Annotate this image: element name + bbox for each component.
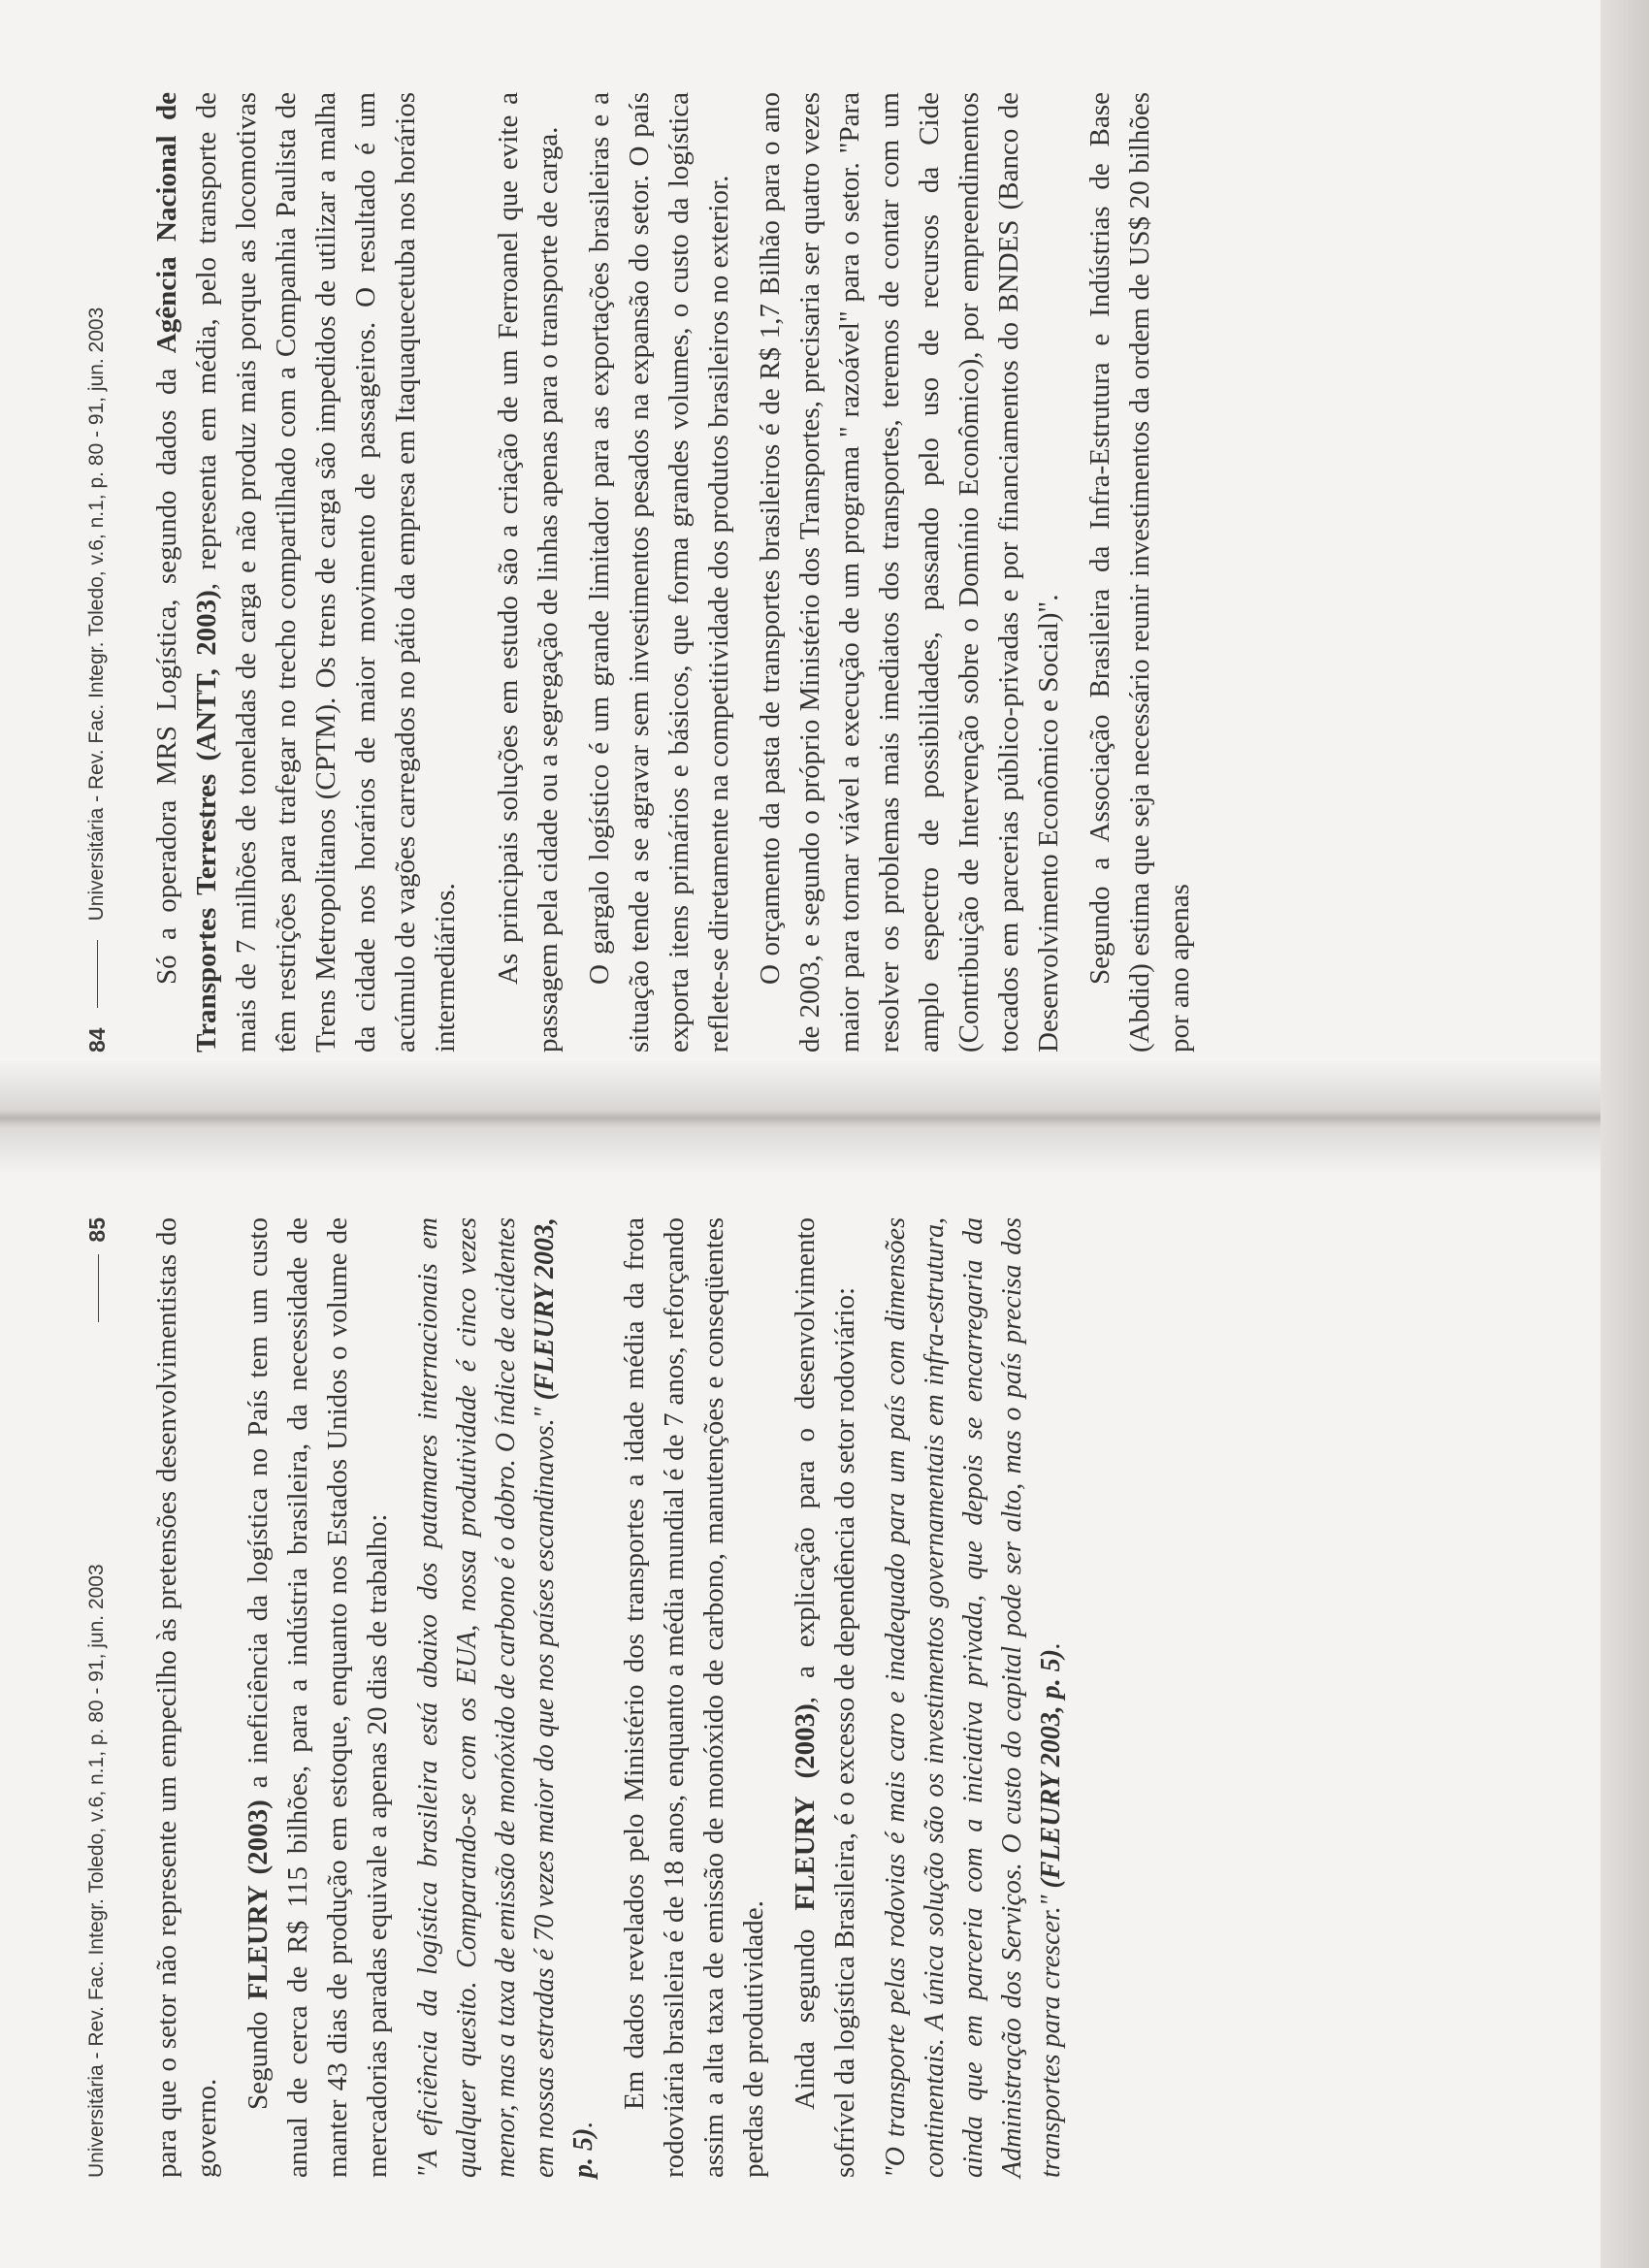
quote-text: "O transporte pelas rodovias é mais caro e inadequado para um país com dimensões continentais. A única solução são os investimentos governamentais em infra-estrutura, ainda que em parceria com a iniciativa privada, que depois se encarregaria da Administração dos Serviços. O custo do capital pode ser alto, mas o país precisa dos transportes para crescer.": [881, 1217, 1066, 2178]
paragraph: [147, 92, 466, 1053]
text: .: [568, 2121, 598, 2128]
page-body: [147, 1217, 1071, 2178]
header-rule: [97, 940, 98, 1008]
text: , representa em média, pelo transporte de mais de 7 milhões de toneladas de carga e não produz mais porque as locomotivas têm restrições para trafegar no trecho compartilhado com a Companhia Paulista de Trens Metropolitanos (CPTM). Os trens de carga são impedidos de utilizar a malha da cidade nos horários de maior movimento de passageiros. O resultado é um acúmulo de vagões carregados no pátio da empresa em Itaquaquecetuba nos horários intermediários.: [191, 91, 461, 1053]
bold-citation: FLEURY (2003): [790, 1703, 821, 1911]
running-header: Universitária - Rev. Fac. Integr. Toledo, v.6, n.1, p. 80 - 91, jun. 2003: [85, 307, 108, 922]
page-header: [68, 1217, 126, 2178]
text: .: [1036, 1641, 1066, 1649]
paragraph: [239, 1217, 398, 2178]
page-body: [147, 92, 1200, 1053]
page-number: 85: [83, 1217, 110, 1243]
bold-citation: Agência Nacional de Transportes Terrestres (ANTT, 2003): [151, 92, 222, 1053]
paragraph: Em dados revelados pelo Ministério dos transportes a idade média da frota rodoviária brasileira é de 18 anos, enquanto a média mundial é de 7 anos, reforçando assim a alta taxa de emissão de monóxido de carbono, manutenções e conseqüentes perdas de produtividade.: [619, 1217, 769, 2178]
running-header: Universitária - Rev. Fac. Integr. Toledo, v.6, n.1, p. 80 - 91, jun. 2003: [85, 1564, 108, 2178]
paragraph: Segundo a Associação Brasileira da Infra-Estrutura e Indústrias de Base (Abdid) estima que seja necessário reunir investimentos da ordem de US$ 20 bilhões por ano apenas: [1084, 92, 1195, 1053]
page-85: [29, 1188, 1581, 2236]
page-number: 84: [83, 1027, 110, 1053]
paragraph: As principais soluções em estudo são a criação de um Ferroanel que evite a passagem pela cidade ou a segregação de linhas apenas para o transporte de carga.: [493, 92, 564, 1053]
text: Segundo: [242, 1999, 274, 2110]
page-header: [68, 92, 126, 1053]
text: , a explicação para o desenvolvimento sofrível da logística Brasileira, é o excesso de dependência do setor rodoviário:: [790, 1216, 860, 2178]
header-rule: [98, 1254, 99, 1322]
paragraph: para que o setor não represente um empecilho às pretensões desenvolvimentistas do governo.: [151, 1217, 222, 2178]
quote-citation: (FLEURY 2003, p. 5): [530, 1217, 598, 2178]
scan-edge: [1600, 0, 1649, 2268]
quote-citation: (FLEURY 2003, p. 5): [1036, 1648, 1066, 1889]
paragraph: O orçamento da pasta de transportes brasileiros é de R$ 1,7 Bilhão para o ano de 2003, e segundo o próprio Ministério dos Transportes, precisaria ser quatro vezes maior para tornar viável a execução de um programa " razoável" para o setor. "Para resolver os problemas mais imediatos dos transportes, teremos de contar com um amplo espectro de possibilidades, passando pelo uso de recursos da Cide (Contribuição de Intervenção sobre o Domínio Econômico), por empreendimentos tocados em parcerias público-privadas e por financiamentos do BNDES (Banco de Desenvolvimento Econômico e Social)".: [755, 92, 1064, 1053]
text: Ainda segundo: [790, 1910, 821, 2110]
quote-text: "A eficiência da logística brasileira está abaixo dos patamares internacionais em qualquer quesito. Comparando-se com os EUA, nossa produtividade é cinco vezes menor, mas a taxa de emissão de monóxido de carbono é o dobro. O índice de acidentes em nossas estradas é 70 vezes maior do que nos países escandinavos.": [413, 1217, 560, 2178]
bold-citation: FLEURY (2003): [242, 1799, 274, 2000]
text: Só a operadora MRS Logística, segundo dados da: [151, 353, 182, 985]
text: a ineficiência da logística no País tem um custo anual de cerca de R$ 115 bilhões, para a indústria brasileira, da necessidade de manter 43 dias de produção em estoque, enquanto nos Estados Unidos o volume de mercadorias paradas equivale a apenas 20 dias de trabalho:: [242, 1217, 393, 2178]
block-quote: [877, 1217, 1071, 2178]
paragraph: [786, 1217, 865, 2178]
block-quote: [409, 1217, 603, 2178]
paragraph: O gargalo logístico é um grande limitador para as exportações brasileiras e a situação tende a se agravar sem investimentos pesados na expansão do setor. O país exporta itens primários e básicos, que forma grandes volumes, o custo da logística reflete-se diretamente na competitividade dos produtos brasileiros no exterior.: [584, 92, 734, 1053]
page-84: [29, 63, 1581, 1111]
